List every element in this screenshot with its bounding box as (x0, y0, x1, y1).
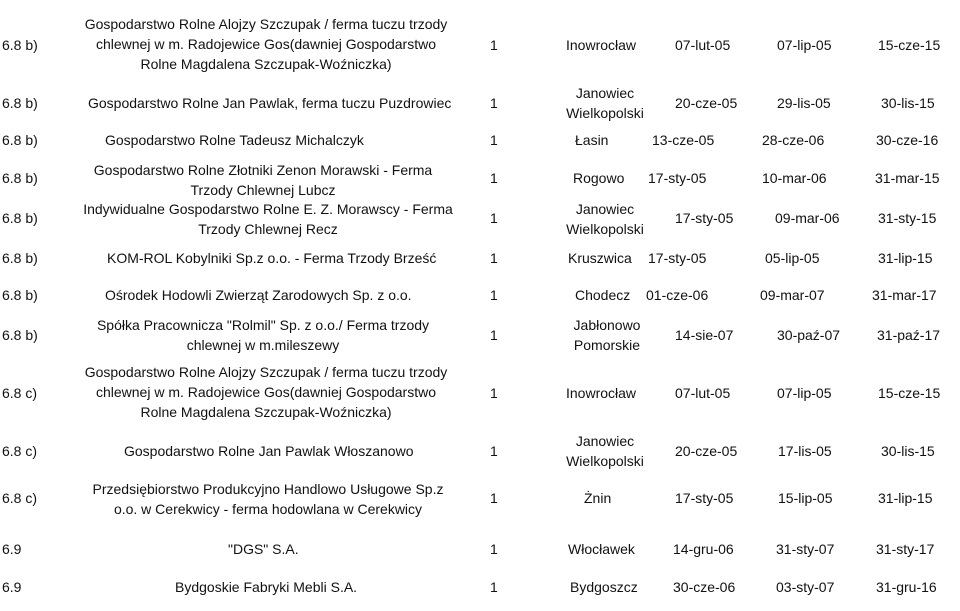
date-valid-until: 31-sty-15 (878, 210, 937, 226)
location: Inowrocław (566, 37, 637, 53)
date-issued: 15-lip-05 (778, 490, 833, 506)
section-code: 6.8 c) (2, 443, 38, 459)
date-valid-until: 30-lis-15 (881, 95, 935, 111)
section-code: 6.8 c) (2, 490, 38, 506)
date-issued: 30-paź-07 (777, 327, 841, 343)
date-valid-until: 30-cze-16 (876, 132, 939, 148)
count-value: 1 (490, 250, 498, 266)
count-value: 1 (490, 287, 498, 303)
location: Łasin (575, 132, 609, 148)
date-start: 20-cze-05 (675, 443, 738, 459)
section-code: 6.8 c) (2, 385, 38, 401)
date-start: 14-sie-07 (675, 327, 734, 343)
date-start: 30-cze-06 (673, 579, 736, 595)
date-valid-until: 31-mar-17 (872, 287, 937, 303)
date-valid-until: 31-paź-17 (877, 327, 941, 343)
date-issued: 10-mar-06 (762, 170, 827, 186)
date-valid-until: 30-lis-15 (881, 443, 935, 459)
location: Janowiec Wielkopolski (566, 201, 644, 237)
count-value: 1 (490, 132, 498, 148)
location: Jabłonowo Pomorskie (573, 317, 641, 353)
date-valid-until: 31-gru-16 (876, 579, 937, 595)
date-issued: 28-cze-06 (762, 132, 825, 148)
establishment-name: Ośrodek Hodowli Zwierząt Zarodowych Sp. z o.o. (105, 287, 412, 303)
section-code: 6.8 b) (2, 327, 38, 343)
date-issued: 09-mar-06 (775, 210, 840, 226)
count-value: 1 (490, 37, 498, 53)
section-code: 6.8 b) (2, 37, 38, 53)
location: Włocławek (568, 541, 635, 557)
date-start: 14-gru-06 (673, 541, 734, 557)
date-valid-until: 15-cze-15 (878, 37, 941, 53)
section-code: 6.8 b) (2, 250, 38, 266)
count-value: 1 (490, 170, 498, 186)
date-start: 17-sty-05 (675, 210, 734, 226)
date-issued: 09-mar-07 (760, 287, 825, 303)
location: Janowiec Wielkopolski (566, 85, 644, 121)
date-start: 07-lut-05 (675, 385, 731, 401)
date-start: 20-cze-05 (675, 95, 738, 111)
establishment-name: Gospodarstwo Rolne Jan Pawlak, ferma tuczu Puzdrowiec (88, 95, 452, 111)
date-valid-until: 31-lip-15 (878, 490, 933, 506)
count-value: 1 (490, 490, 498, 506)
date-issued: 31-sty-07 (776, 541, 835, 557)
count-value: 1 (490, 210, 498, 226)
location: Rogowo (573, 170, 625, 186)
section-code: 6.8 b) (2, 132, 38, 148)
count-value: 1 (490, 385, 498, 401)
establishment-name: Gospodarstwo Rolne Jan Pawlak Włoszanowo (124, 443, 414, 459)
count-value: 1 (490, 443, 498, 459)
date-issued: 03-sty-07 (776, 579, 835, 595)
date-start: 17-sty-05 (648, 250, 707, 266)
count-value: 1 (490, 541, 498, 557)
section-code: 6.8 b) (2, 210, 38, 226)
establishment-name: KOM-ROL Kobylniki Sp.z o.o. - Ferma Trzody Brześć (107, 250, 437, 266)
establishment-name: Gospodarstwo Rolne Złotniki Zenon Morawski - Ferma Trzody Chlewnej Lubcz (93, 162, 433, 198)
date-issued: 07-lip-05 (777, 37, 832, 53)
location: Janowiec Wielkopolski (566, 433, 644, 469)
location: Bydgoszcz (570, 579, 638, 595)
location: Inowrocław (566, 385, 637, 401)
date-issued: 29-lis-05 (777, 95, 831, 111)
section-code: 6.9 (2, 541, 22, 557)
establishment-name: Przedsiębiorstwo Produkcyjno Handlowo Usługowe Sp.z o.o. w Cerekwicy - ferma hodowlana w Cerekwicy (92, 481, 444, 517)
date-valid-until: 31-mar-15 (875, 170, 940, 186)
establishment-name: "DGS" S.A. (228, 541, 299, 557)
count-value: 1 (490, 95, 498, 111)
establishment-name: Gospodarstwo Rolne Tadeusz Michalczyk (105, 132, 364, 148)
establishment-name: Bydgoskie Fabryki Mebli S.A. (175, 579, 358, 595)
date-valid-until: 15-cze-15 (878, 385, 941, 401)
location: Chodecz (575, 287, 631, 303)
date-issued: 17-lis-05 (778, 443, 832, 459)
date-start: 13-cze-05 (652, 132, 715, 148)
date-issued: 07-lip-05 (777, 385, 832, 401)
section-code: 6.8 b) (2, 287, 38, 303)
location: Żnin (584, 490, 612, 506)
section-code: 6.8 b) (2, 95, 38, 111)
date-issued: 05-lip-05 (765, 250, 820, 266)
date-start: 17-sty-05 (648, 170, 707, 186)
section-code: 6.8 b) (2, 170, 38, 186)
establishment-name: Indywidualne Gospodarstwo Rolne E. Z. Morawscy - Ferma Trzody Chlewnej Recz (83, 201, 453, 237)
date-valid-until: 31-sty-17 (876, 541, 935, 557)
establishment-name: Spółka Pracownicza "Rolmil" Sp. z o.o./ Ferma trzody chlewnej w m.mileszewy (96, 317, 430, 353)
count-value: 1 (490, 579, 498, 595)
date-valid-until: 31-lip-15 (878, 250, 933, 266)
section-code: 6.9 (2, 579, 22, 595)
establishment-name: Gospodarstwo Rolne Alojzy Szczupak / ferma tuczu trzody chlewnej w m. Radojewice Gos(dawniej Gospodarstwo Rolne Magdalena Szczupak-Woźniczka) (84, 16, 448, 72)
date-start: 07-lut-05 (675, 37, 731, 53)
establishment-name: Gospodarstwo Rolne Alojzy Szczupak / ferma tuczu trzody chlewnej w m. Radojewice Gos(dawniej Gospodarstwo Rolne Magdalena Szczupak-Woźniczka) (84, 364, 448, 420)
location: Kruszwica (568, 250, 632, 266)
count-value: 1 (490, 327, 498, 343)
date-start: 01-cze-06 (646, 287, 709, 303)
date-start: 17-sty-05 (675, 490, 734, 506)
